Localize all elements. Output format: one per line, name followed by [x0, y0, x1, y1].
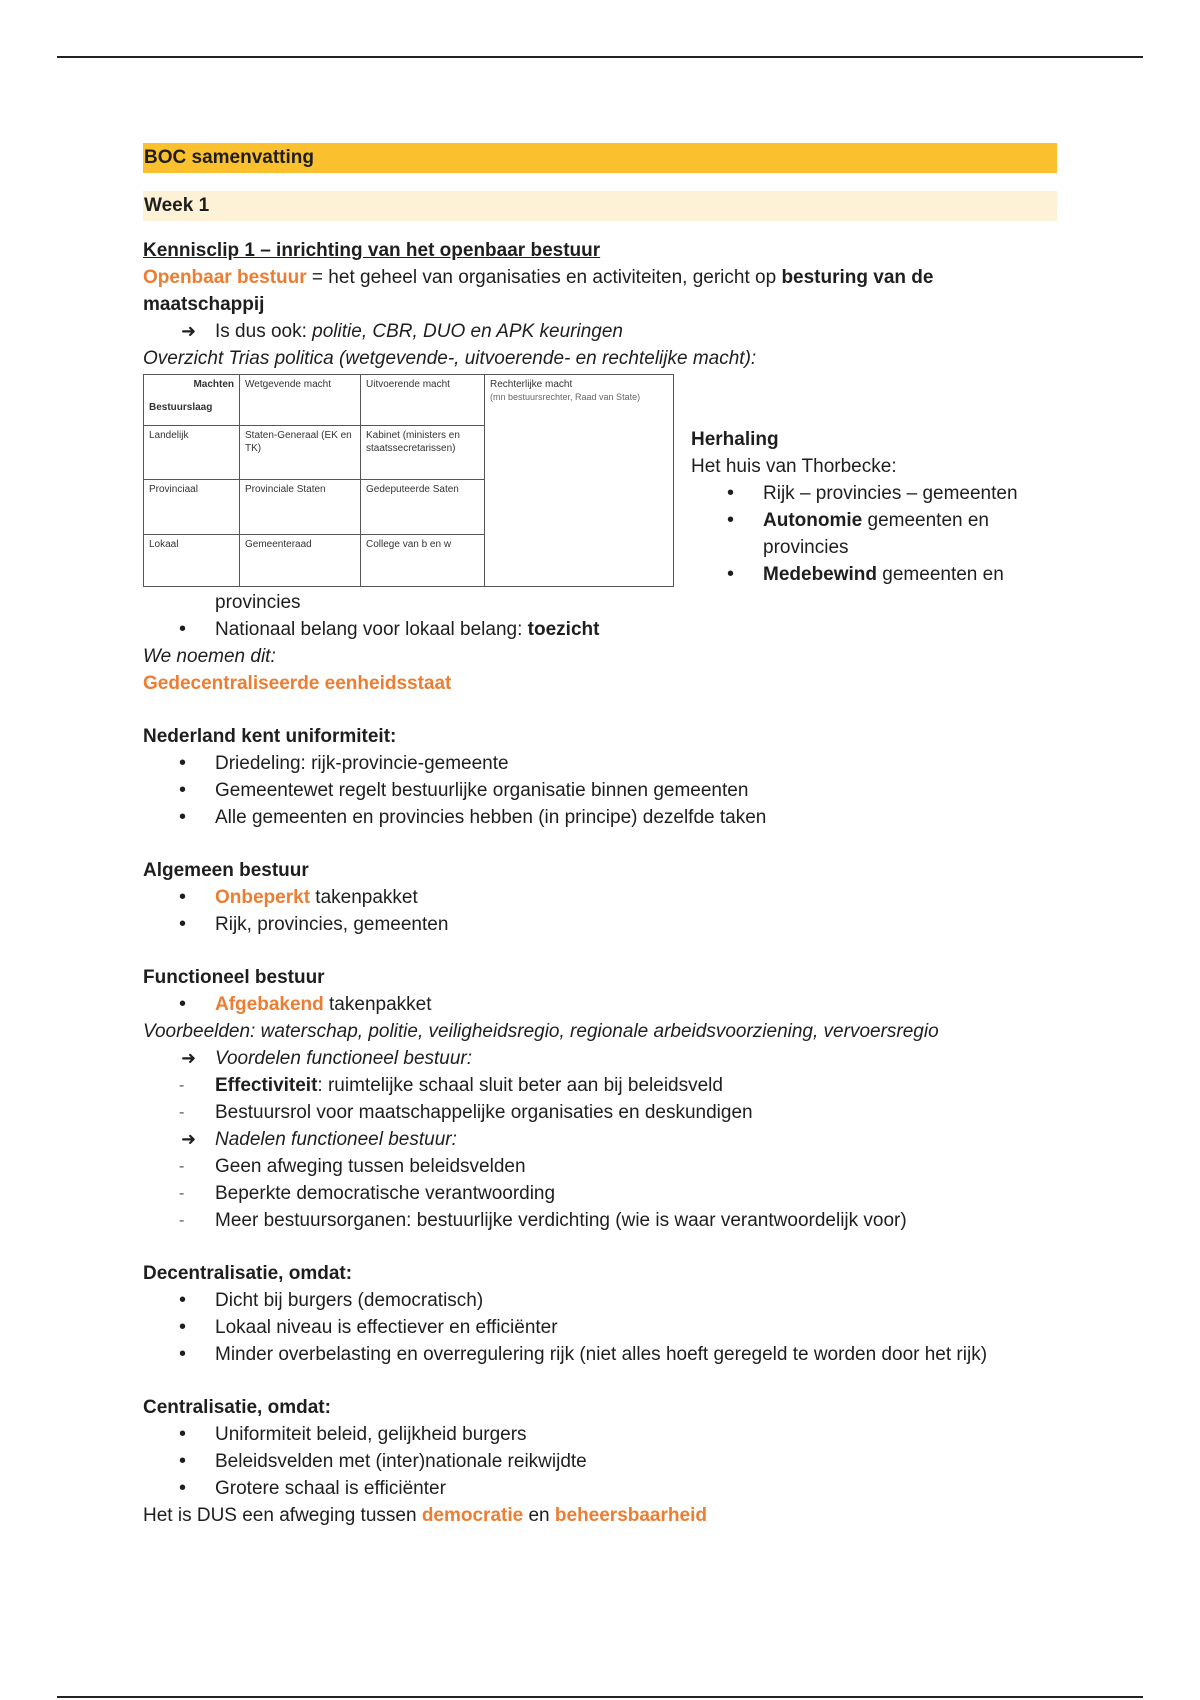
header-uitvoerend: Uitvoerende macht: [361, 375, 485, 426]
table-cell: Kabinet (ministers en staatssecretarissen): [361, 426, 485, 480]
nadelen-heading: [143, 1126, 1057, 1153]
table-cell: Gemeenteraad: [240, 535, 361, 587]
herhaling-subtitle: Het huis van Thorbecke:: [691, 456, 897, 477]
trias-table: [143, 374, 674, 587]
definition-bold: besturing van de maatschappij: [143, 267, 934, 315]
arrow-italic: politie, CBR, DUO en APK keuringen: [312, 321, 623, 342]
definition-paragraph: [143, 264, 1057, 318]
voordelen-title: Voordelen functioneel bestuur:: [215, 1048, 473, 1069]
list-item: • Alle gemeenten en provincies hebben (in principe) dezelfde taken: [143, 804, 1057, 831]
nadelen-list: [143, 1153, 1057, 1234]
decentralisatie-list: [143, 1287, 1057, 1368]
list-item: - Beperkte democratische verantwoording: [143, 1180, 1057, 1207]
corner-bottom-label: Bestuurslaag: [149, 402, 213, 413]
definition-text: = het geheel van organisaties en activiteiten, gericht op: [306, 267, 782, 288]
we-noemen-dit: We noemen dit:: [143, 646, 276, 667]
arrow-icon: ➜: [181, 1129, 197, 1149]
list-item: • Uniformiteit beleid, gelijkheid burgers: [143, 1421, 1057, 1448]
list-item-text: Nationaal belang voor lokaal belang:: [215, 619, 528, 640]
table-cell: Gedeputeerde Saten: [361, 480, 485, 535]
definition-term: Openbaar bestuur: [143, 267, 307, 288]
list-item-bold: Effectiviteit: [215, 1075, 318, 1096]
table-cell: Lokaal: [144, 535, 240, 587]
list-item: [143, 884, 1057, 911]
uniformiteit-list: [143, 750, 1057, 831]
algemeen-heading: Algemeen bestuur: [143, 860, 309, 881]
list-item-orange: Onbeperkt: [215, 887, 311, 908]
clip-title: Kennisclip 1 – inrichting van het openbaar bestuur: [143, 240, 601, 261]
algemeen-list: [143, 884, 1057, 938]
list-item-text: takenpakket: [323, 994, 432, 1015]
list-item: [691, 507, 1061, 561]
list-item: • Rijk, provincies, gemeenten: [143, 911, 1057, 938]
herhaling-title: Herhaling: [691, 429, 779, 450]
list-item: • Minder overbelasting en overregulering rijk (niet alles hoeft geregeld te worden door het rijk): [143, 1341, 1057, 1368]
trias-section: [143, 374, 1057, 589]
conclusion-text: en: [523, 1505, 555, 1526]
bottom-rule: [57, 1696, 1143, 1698]
table-cell: College van b en w: [361, 535, 485, 587]
list-item-text: : ruimtelijke schaal sluit beter aan bij beleidsveld: [317, 1075, 723, 1096]
list-item: [143, 1072, 1057, 1099]
conclusion: [143, 1502, 1057, 1529]
arrow-icon: ➜: [181, 1048, 197, 1068]
conclusion-text: Het is DUS een afweging tussen: [143, 1505, 422, 1526]
table-cell: Landelijk: [144, 426, 240, 480]
table-cell: Provinciaal: [144, 480, 240, 535]
voorbeelden-text: Voorbeelden: waterschap, politie, veiligheidsregio, regionale arbeidsvoorziening, vervoersregio: [143, 1021, 939, 1042]
list-item-orange: Afgebakend: [215, 994, 324, 1015]
centralisatie-list: [143, 1421, 1057, 1502]
list-item: [143, 991, 1057, 1018]
list-item: - Meer bestuursorganen: bestuurlijke verdichting (wie is waar verantwoordelijk voor): [143, 1207, 1057, 1234]
list-item-text: gemeenten en: [877, 564, 1004, 585]
list-item-bold: Medebewind: [763, 564, 878, 585]
list-item-bold: toezicht: [527, 619, 600, 640]
table-cell: Provinciale Staten: [240, 480, 361, 535]
thorbecke-list: [691, 480, 1061, 588]
uniformiteit-heading: Nederland kent uniformiteit:: [143, 726, 397, 747]
list-item: • Dicht bij burgers (democratisch): [143, 1287, 1057, 1314]
list-item: - Geen afweging tussen beleidsvelden: [143, 1153, 1057, 1180]
header-rechterlijk: [485, 375, 674, 587]
list-item-text: takenpakket: [310, 887, 418, 908]
voordelen-heading: [143, 1045, 1057, 1072]
top-rule: [57, 56, 1143, 58]
list-item: • Gemeentewet regelt bestuurlijke organisatie binnen gemeenten: [143, 777, 1057, 804]
list-item: • Rijk – provincies – gemeenten: [691, 480, 1061, 507]
list-item: - Bestuursrol voor maatschappelijke organisaties en deskundigen: [143, 1099, 1057, 1126]
list-item: [143, 616, 1057, 643]
nadelen-title: Nadelen functioneel bestuur:: [215, 1129, 457, 1150]
centralisatie-heading: Centralisatie, omdat:: [143, 1397, 331, 1418]
functioneel-heading: Functioneel bestuur: [143, 967, 325, 988]
table-cell: Staten-Generaal (EK en TK): [240, 426, 361, 480]
list-item: • Lokaal niveau is effectiever en efficiënter: [143, 1314, 1057, 1341]
list-item-text: gemeenten en provincies: [763, 510, 989, 558]
voordelen-list: [143, 1072, 1057, 1126]
conclusion-beheersbaarheid: beheersbaarheid: [554, 1505, 707, 1526]
functioneel-list: [143, 991, 1057, 1018]
decentralisatie-heading: Decentralisatie, omdat:: [143, 1263, 353, 1284]
header-rechterlijk-label: Rechterlijke macht: [490, 379, 573, 390]
toezicht-list: [143, 616, 1057, 643]
corner-top-label: Machten: [193, 379, 234, 390]
trias-overview: Overzicht Trias politica (wetgevende-, uitvoerende- en rechtelijke macht):: [143, 348, 757, 369]
list-item: • Driedeling: rijk-provincie-gemeente: [143, 750, 1057, 777]
arrow-item-examples: [143, 318, 1057, 345]
table-corner-cell: [144, 375, 240, 426]
arrow-lead: Is dus ook:: [215, 321, 313, 342]
gedecentraliseerde-eenheidsstaat: Gedecentraliseerde eenheidsstaat: [143, 673, 452, 694]
header-rechterlijk-note: (mn bestuursrechter, Raad van State): [490, 392, 641, 402]
herhaling-block: [691, 426, 1061, 588]
conclusion-democratie: democratie: [421, 1505, 524, 1526]
continued-text: provincies: [215, 592, 301, 613]
document-body: [143, 143, 1057, 1529]
list-item: • Grotere schaal is efficiënter: [143, 1475, 1057, 1502]
arrow-icon: ➜: [181, 321, 197, 341]
document-title: BOC samenvatting: [143, 143, 1057, 173]
list-item: [691, 561, 1061, 588]
list-item-bold: Autonomie: [763, 510, 863, 531]
week-heading: Week 1: [143, 191, 1057, 221]
list-item: • Beleidsvelden met (inter)nationale reikwijdte: [143, 1448, 1057, 1475]
header-wetgevend: Wetgevende macht: [240, 375, 361, 426]
